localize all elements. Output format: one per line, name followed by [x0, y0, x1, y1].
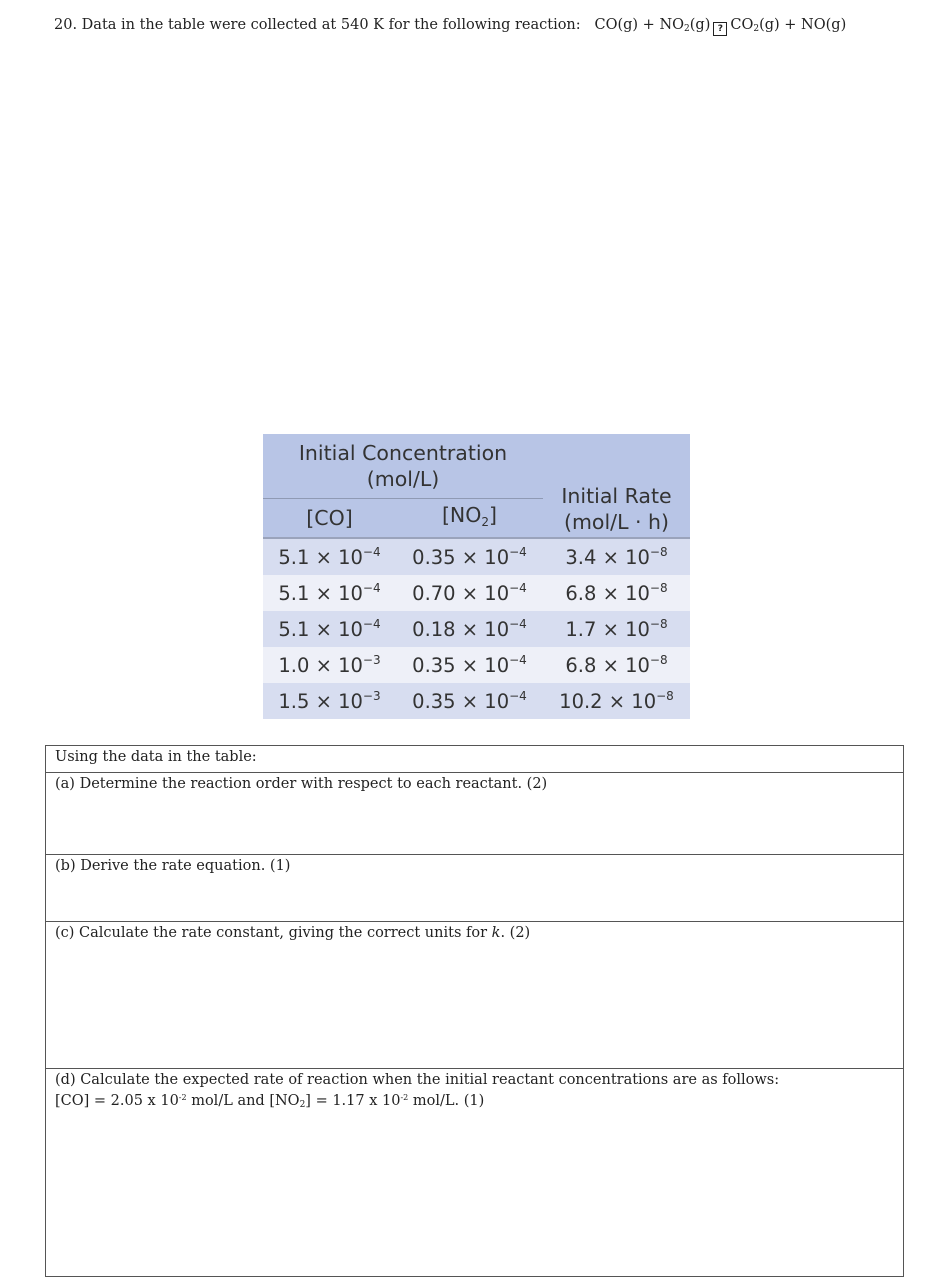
no2-column-header: $[NO_2]$	[396, 499, 543, 538]
kinetics-data-table	[263, 434, 690, 719]
answer-box-c[interactable]	[46, 922, 904, 1069]
co-column-header: [CO]	[263, 499, 396, 538]
rate-cell: $10.2 \times 10^{-8}$	[543, 683, 690, 719]
part-a-prompt: (a) Determine the reaction order with respect to each reactant. (2)	[55, 776, 548, 792]
no2-cell: $0.35 \times 10^{-4}$	[396, 539, 543, 575]
co-cell: $1.5 \times 10^{-3}$	[263, 683, 396, 719]
answer-box-a[interactable]	[46, 773, 904, 855]
no2-cell: $0.35 \times 10^{-4}$	[396, 647, 543, 683]
rate-cell: $3.4 \times 10^{-8}$	[543, 539, 690, 575]
answer-box-b[interactable]	[46, 855, 904, 922]
part-b-prompt: (b) Derive the rate equation. (1)	[55, 858, 291, 874]
co-cell: $1.0 \times 10^{-3}$	[263, 647, 396, 683]
part-d-prompt-line1: (d) Calculate the expected rate of reaction when the initial reactant concentrations are as follows:	[55, 1072, 780, 1088]
missing-arrow-glyph-icon: ?	[713, 22, 727, 36]
answer-table	[45, 745, 904, 1277]
co-cell: $5.1 \times 10^{-4}$	[263, 611, 396, 647]
co-cell: $5.1 \times 10^{-4}$	[263, 575, 396, 611]
part-c-prompt: (c) Calculate the rate constant, giving the correct units for k. (2)	[55, 925, 531, 941]
answer-box-d[interactable]	[46, 1069, 904, 1277]
answer-intro: Using the data in the table:	[46, 746, 904, 773]
rate-cell: $6.8 \times 10^{-8}$	[543, 647, 690, 683]
initial-rate-header: Initial Rate (mol/L · h)	[543, 434, 690, 537]
question-text	[54, 15, 914, 39]
part-d-prompt-line2: [CO] = 2.05 x $10^{-2}$ mol/L and $[NO_2] = 1.17$ x $10^{-2}$ mol/L. (1)	[55, 1093, 485, 1110]
reaction-equation: $CO(g) + NO_2(g)$ ? $CO_2(g) + NO(g)$	[594, 17, 847, 34]
table-row	[263, 575, 690, 611]
no2-cell: $0.70 \times 10^{-4}$	[396, 575, 543, 611]
table-row	[263, 647, 690, 683]
initial-concentration-header: Initial Concentration (mol/L)	[263, 434, 543, 499]
question-stem: 20. Data in the table were collected at 540 K for the following reaction:	[54, 17, 581, 33]
table-row	[263, 683, 690, 719]
no2-cell: $0.35 \times 10^{-4}$	[396, 683, 543, 719]
table-row	[263, 539, 690, 575]
co-cell: $5.1 \times 10^{-4}$	[263, 539, 396, 575]
rate-cell: $6.8 \times 10^{-8}$	[543, 575, 690, 611]
table-row	[263, 611, 690, 647]
no2-cell: $0.18 \times 10^{-4}$	[396, 611, 543, 647]
rate-cell: $1.7 \times 10^{-8}$	[543, 611, 690, 647]
